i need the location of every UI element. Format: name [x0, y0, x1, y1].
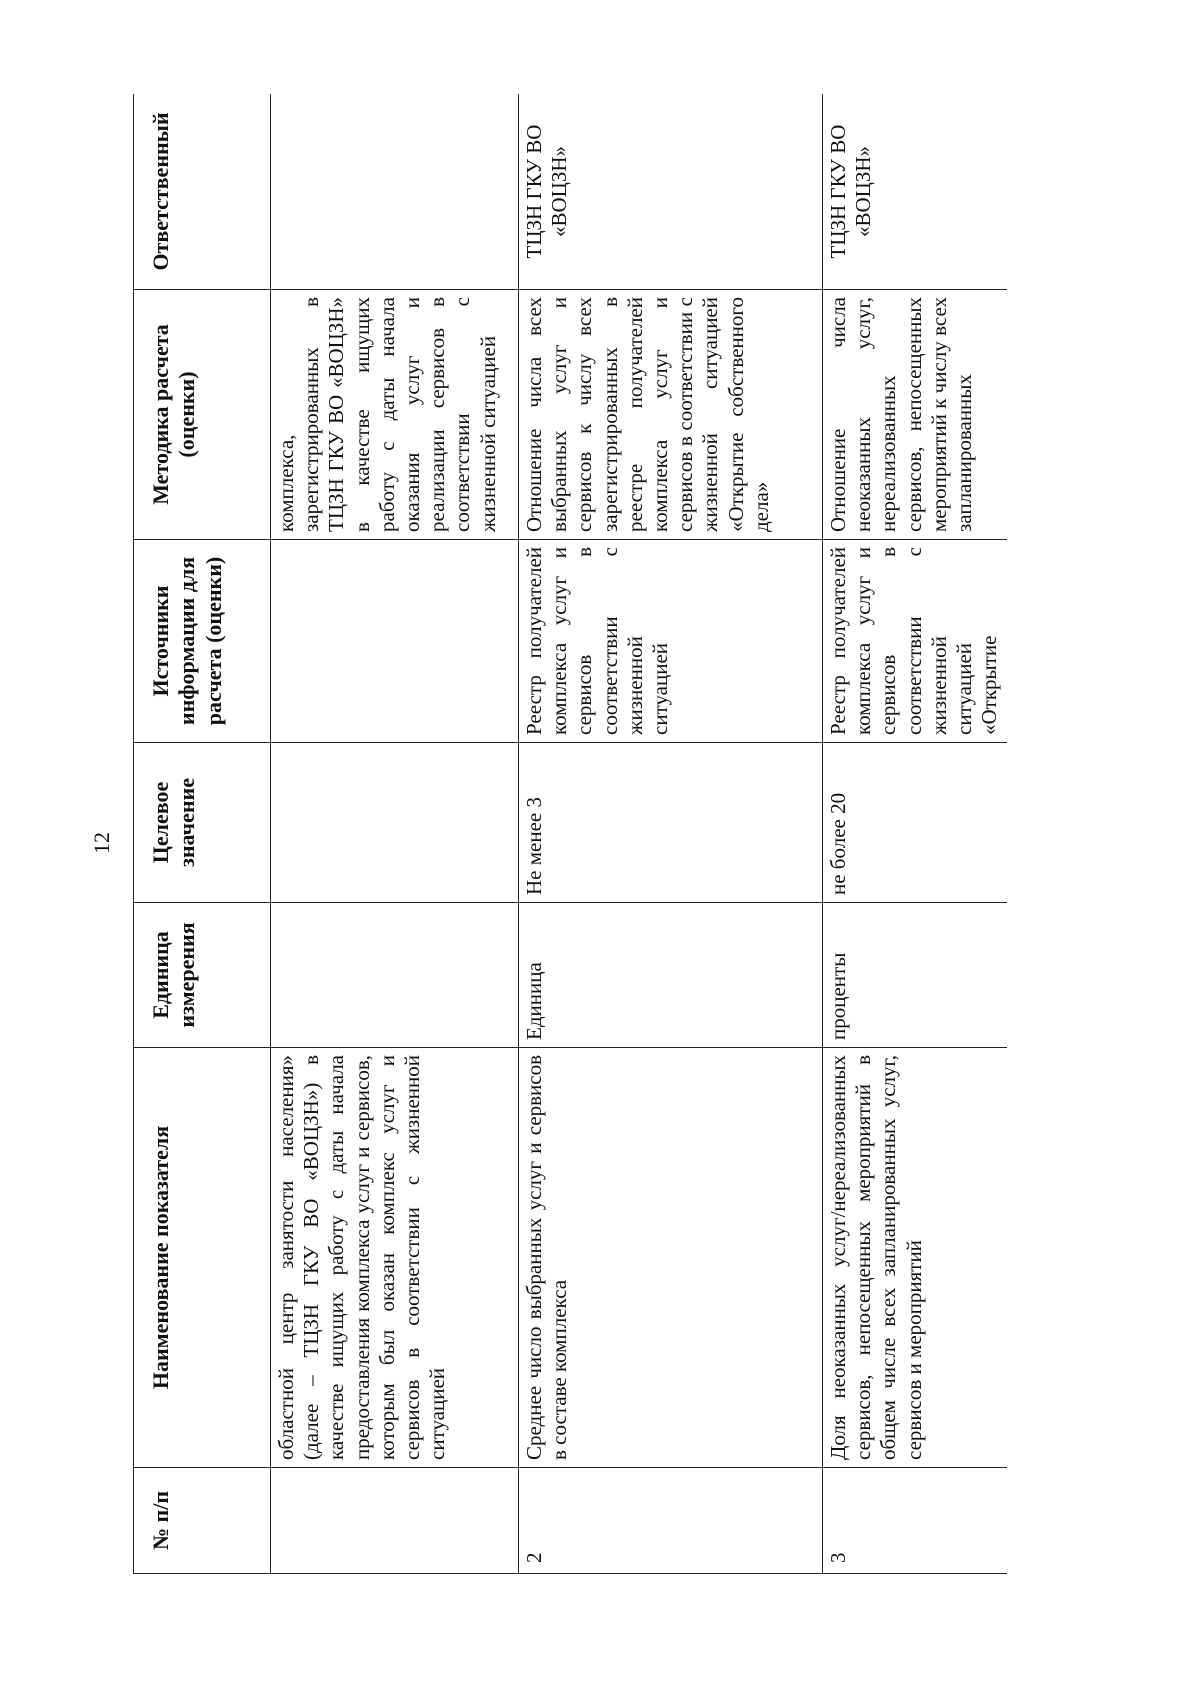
indicator-table: [133, 94, 1007, 1574]
table-row: [823, 94, 1008, 1574]
table-row: [519, 94, 823, 1574]
indicator-name: Доля неоказанных услуг/нереализованных сервисов, непосещенных мероприятий в общем числе всех запланированных услуг, сервисов и мероприятий: [823, 1048, 1008, 1468]
page-number: 12: [89, 832, 114, 854]
calculation-method: комплекса, зарегистрированных в ТЦЗН ГКУ ВО «ВОЦЗН» в качестве ищущих работу с даты начала оказания услуг и реализации сервисов в соответствии с жизненной ситуацией: [271, 290, 519, 540]
target-value: [271, 743, 519, 903]
indicator-name: Среднее число выбранных услуг и сервисов в составе комплекса: [519, 1048, 823, 1468]
indicator-table-container: [133, 94, 1007, 1574]
target-value: Не менее 3: [519, 743, 823, 903]
table-header-row: [134, 94, 271, 1574]
header-information-sources: Источники информации для расчета (оценки): [134, 540, 271, 743]
header-number: № п/п: [134, 1468, 271, 1574]
responsible: [271, 94, 519, 290]
row-number: 3: [823, 1468, 1008, 1574]
unit: [271, 903, 519, 1048]
responsible: ТЦЗН ГКУ ВО «ВОЦЗН»: [823, 94, 1008, 290]
target-value: не более 20: [823, 743, 1008, 903]
calculation-method: Отношение числа всех выбранных услуг и сервисов к числу всех зарегистрированных в реестре получателей комплекса услуг и сервисов в соответствии с жизненной ситуацией «Открытие собственного дела»: [519, 290, 823, 540]
header-calculation-method: Методика расчета (оценки): [134, 290, 271, 540]
information-source: [271, 540, 519, 743]
indicator-name: областной центр занятости населения» (далее – ТЦЗН ГКУ ВО «ВОЦЗН») в качестве ищущих работу с даты начала предоставления комплекса услуг и сервисов, которым был оказан комплекс услуг и сервисов в соответствии с жизненной ситуацией: [271, 1048, 519, 1468]
unit: проценты: [823, 903, 1008, 1048]
responsible: ТЦЗН ГКУ ВО «ВОЦЗН»: [519, 94, 823, 290]
calculation-method: Отношение числа неоказанных услуг, нереализованных сервисов, непосещенных мероприятий к числу всех запланированных: [823, 290, 1008, 540]
header-responsible: Ответственный: [134, 94, 271, 290]
rotated-table: [133, 94, 1007, 1574]
row-number: [271, 1468, 519, 1574]
header-unit: Единица измерения: [134, 903, 271, 1048]
information-source: Реестр получателей комплекса услуг и сервисов в соответствии с жизненной ситуацией «Открытие: [823, 540, 1008, 743]
header-target-value: Целевое значение: [134, 743, 271, 903]
table-row: [271, 94, 519, 1574]
unit: Единица: [519, 903, 823, 1048]
row-number: 2: [519, 1468, 823, 1574]
information-source: Реестр получателей комплекса услуг и сервисов в соответствии с жизненной ситуацией: [519, 540, 823, 743]
header-indicator-name: Наименование показателя: [134, 1048, 271, 1468]
